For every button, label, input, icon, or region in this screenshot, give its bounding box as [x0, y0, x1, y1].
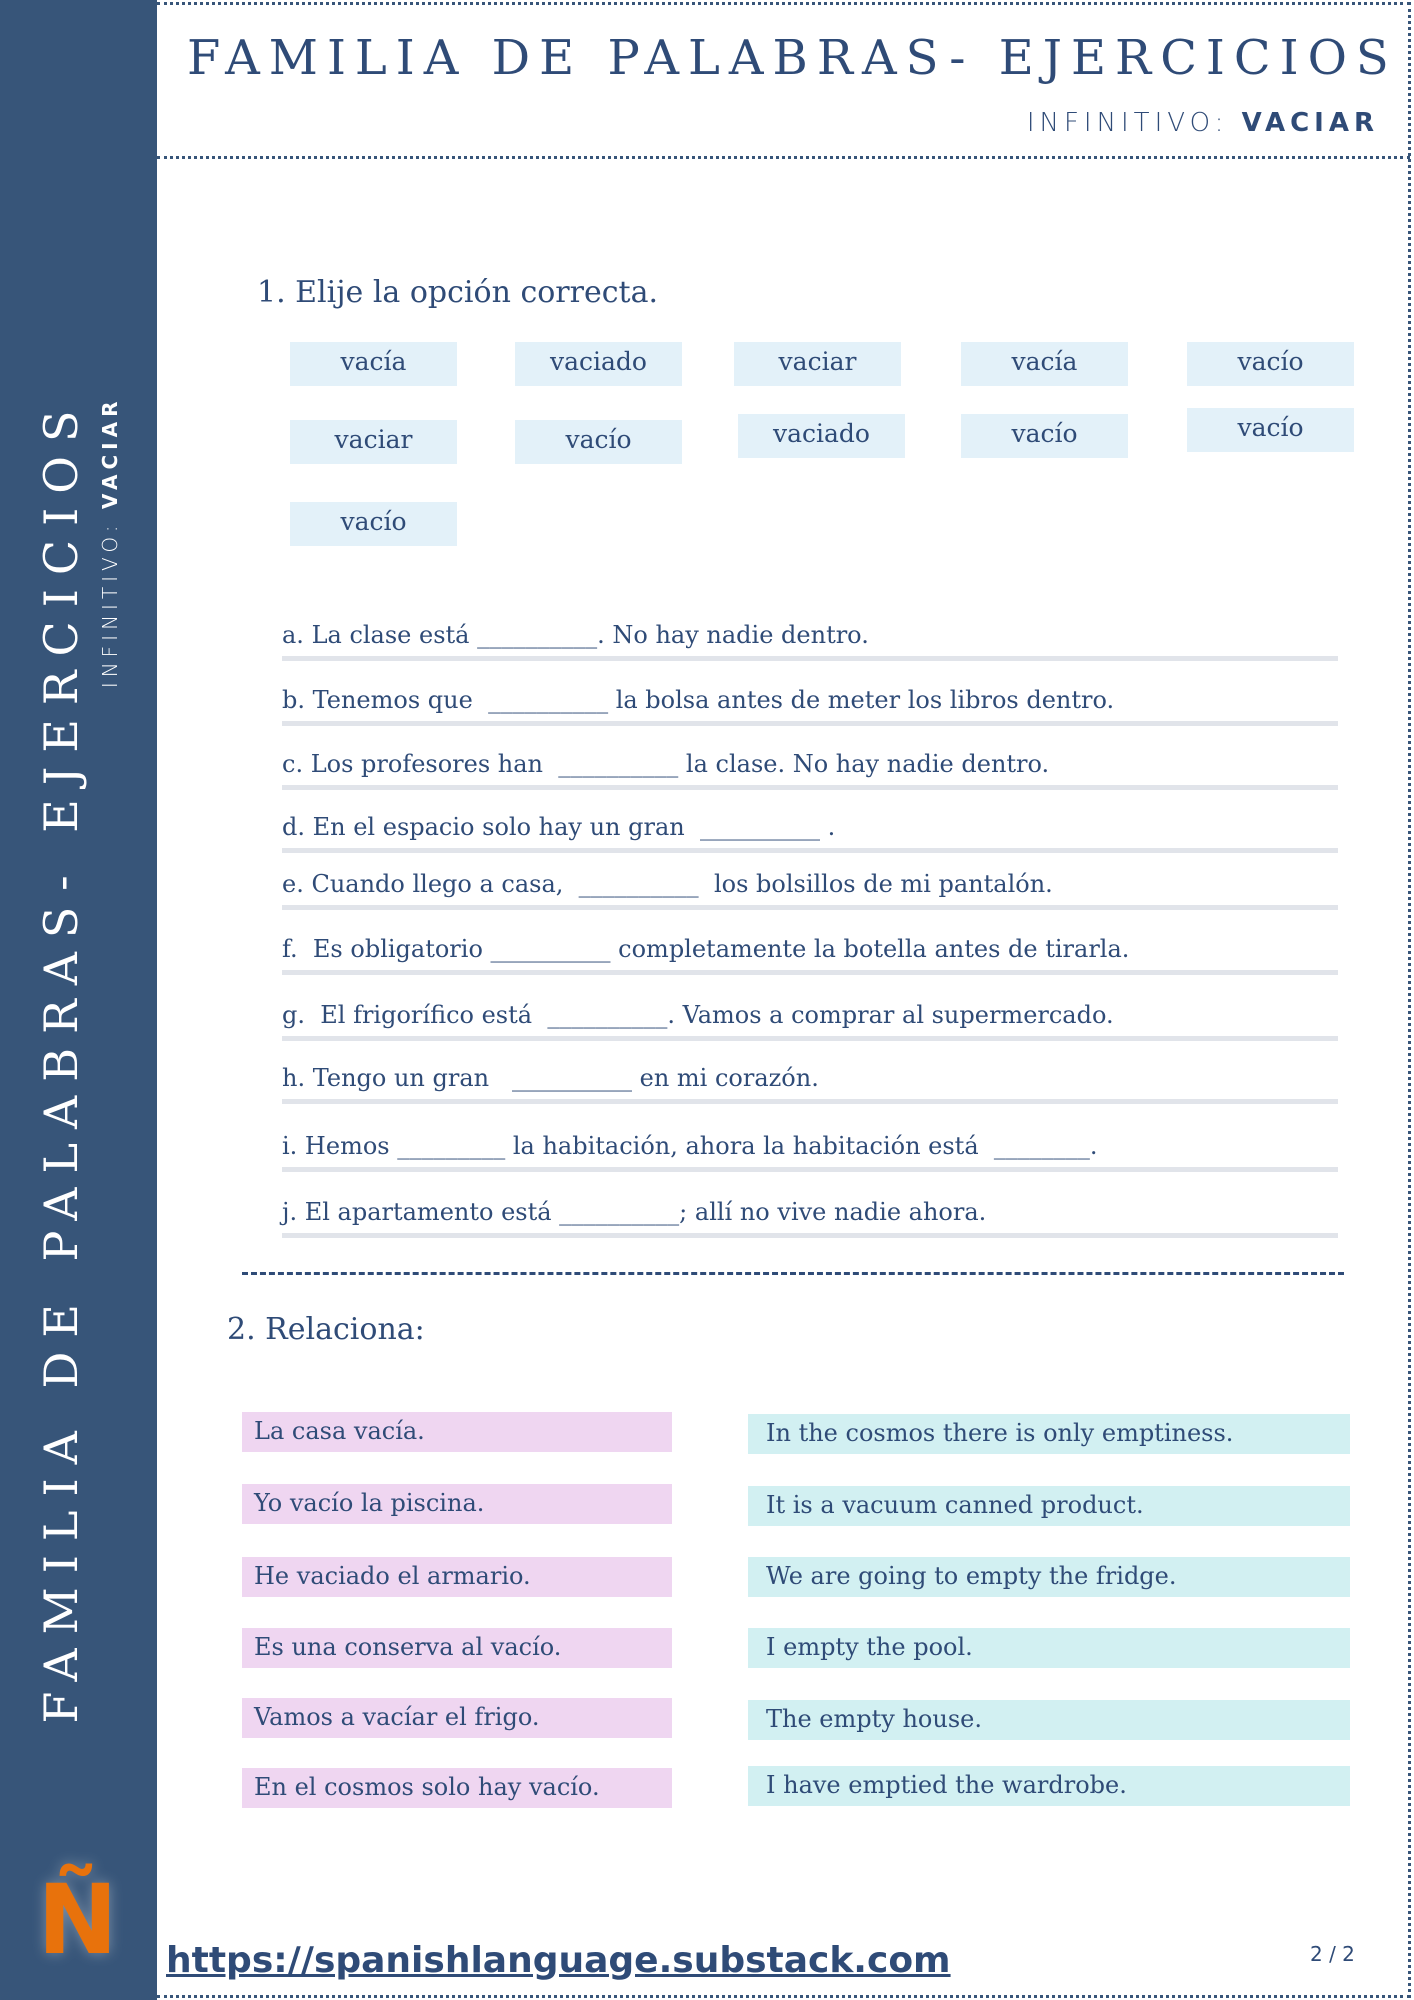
match-left-item: He vaciado el armario. [242, 1557, 672, 1597]
sentence-e: e. Cuando llego a casa, __________ los bolsillos de mi pantalón. [282, 869, 1338, 910]
match-right-item: I empty the pool. [748, 1628, 1350, 1668]
sentence-d: d. En el espacio solo hay un gran __________ . [282, 812, 1338, 853]
website-link[interactable]: https://spanishlanguage.substack.com [166, 1940, 951, 1981]
border-bottom [157, 1995, 1410, 1998]
match-right-item: It is a vacuum canned product. [748, 1486, 1350, 1526]
sentence-f: f. Es obligatorio __________ completamente la botella antes de tirarla. [282, 934, 1338, 975]
word-option: vacía [961, 342, 1128, 386]
word-option: vaciar [290, 420, 457, 464]
sidebar-title: FAMILIA DE PALABRAS- EJERCICIOS [34, 396, 88, 1724]
border-right [1408, 2, 1411, 1998]
sentence-a: a. La clase está __________. No hay nadie dentro. [282, 620, 1338, 661]
sidebar-subtitle-value: VACIAR [98, 396, 122, 510]
match-right-item: In the cosmos there is only emptiness. [748, 1414, 1350, 1454]
exercise1-title: 1. Elije la opción correcta. [257, 275, 659, 310]
logo-icon: Ñ [37, 1864, 118, 1976]
match-right-item: I have emptied the wardrobe. [748, 1766, 1350, 1806]
match-right-item: We are going to empty the fridge. [748, 1557, 1350, 1597]
sentence-h: h. Tengo un gran __________ en mi corazón. [282, 1063, 1338, 1104]
sidebar-subtitle-label: INFINITIVO: [98, 520, 122, 689]
word-option: vacío [290, 502, 457, 546]
page-number: 2 / 2 [1310, 1942, 1355, 1966]
sidebar-subtitle [98, 397, 122, 689]
sidebar-title-block [34, 397, 122, 1724]
page-title: FAMILIA DE PALABRAS- EJERCICIOS [187, 30, 1398, 86]
word-option: vacío [1187, 408, 1354, 452]
word-option: vacía [290, 342, 457, 386]
word-option: vaciado [515, 342, 682, 386]
match-left-item: En el cosmos solo hay vacío. [242, 1768, 672, 1808]
section-divider [242, 1272, 1344, 1275]
subtitle-label: INFINITIVO: [1026, 108, 1229, 138]
match-right-item: The empty house. [748, 1700, 1350, 1740]
word-option: vaciado [738, 414, 905, 458]
match-left-item: Yo vacío la piscina. [242, 1484, 672, 1524]
match-left-item: Vamos a vacíar el frigo. [242, 1698, 672, 1738]
page-subtitle [1027, 108, 1379, 138]
match-left-item: La casa vacía. [242, 1412, 672, 1452]
match-left-item: Es una conserva al vacío. [242, 1628, 672, 1668]
sentence-g: g. El frigorífico está __________. Vamos a comprar al supermercado. [282, 1000, 1338, 1041]
border-top [157, 2, 1410, 5]
exercise2-title: 2. Relaciona: [227, 1312, 425, 1347]
word-option: vacío [961, 414, 1128, 458]
word-option: vaciar [734, 342, 901, 386]
sentence-b: b. Tenemos que __________ la bolsa antes de meter los libros dentro. [282, 685, 1338, 726]
sentence-c: c. Los profesores han __________ la clase. No hay nadie dentro. [282, 749, 1338, 790]
word-option: vacío [1187, 342, 1354, 386]
sentence-i: i. Hemos _________ la habitación, ahora la habitación está ________. [282, 1131, 1338, 1172]
word-option: vacío [515, 420, 682, 464]
sentence-j: j. El apartamento está __________; allí no vive nadie ahora. [282, 1197, 1338, 1238]
header-divider [157, 156, 1410, 159]
subtitle-value: VACIAR [1241, 108, 1379, 138]
sidebar [0, 0, 157, 2000]
